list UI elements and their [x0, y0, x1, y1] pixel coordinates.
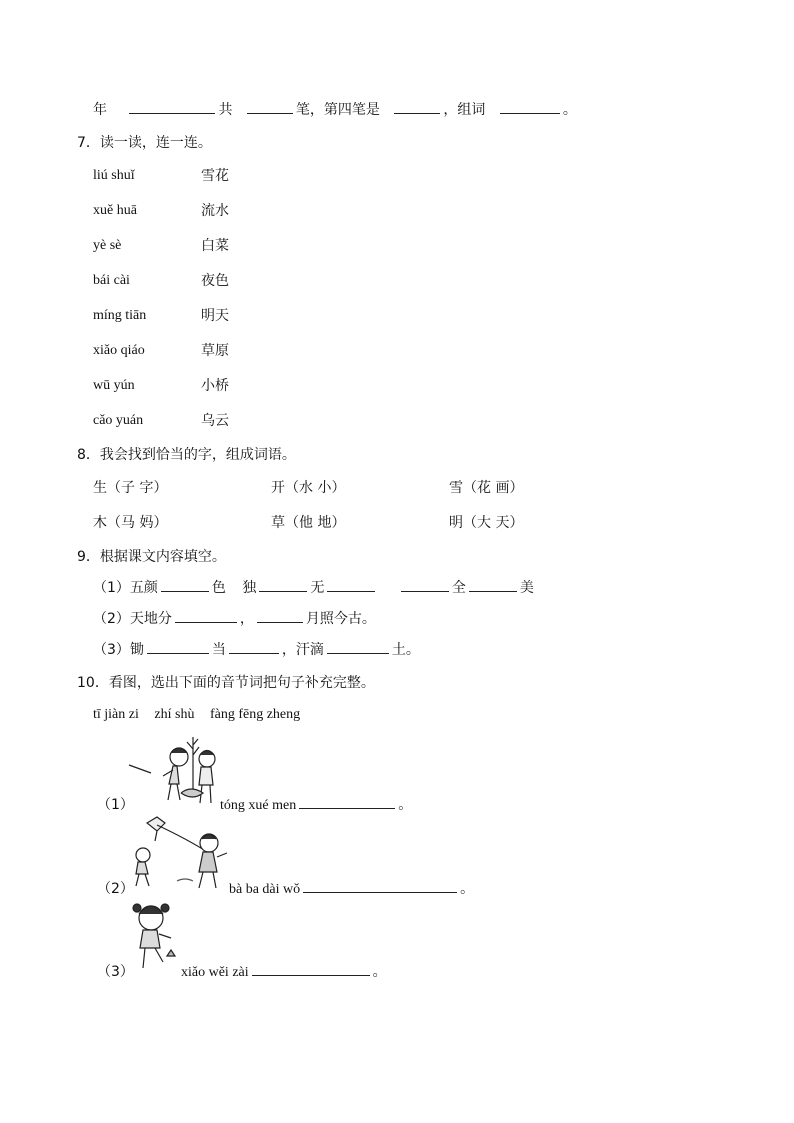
- q9-1-text-a: 色: [211, 580, 226, 596]
- q7-pinyin-2: xuě huā: [93, 203, 137, 218]
- q10-option-2: zhí shù: [154, 707, 195, 722]
- stroke-total-blank[interactable]: [129, 101, 215, 114]
- q7-word-4[interactable]: 夜色: [201, 273, 229, 289]
- q10-1-blank[interactable]: [299, 796, 395, 809]
- q9-1-text-b: 独: [242, 580, 257, 596]
- q7-title: 7．读一读，连一连。: [77, 135, 212, 151]
- q7-word-6[interactable]: 草原: [201, 343, 229, 359]
- q10-3-end: 。: [372, 964, 387, 980]
- q10-item-1-sentence: [220, 796, 412, 815]
- q10-3-label: （3）: [97, 964, 134, 980]
- q10-2-blank[interactable]: [303, 880, 457, 893]
- q10-2-text: bà ba dài wǒ: [229, 882, 301, 897]
- word-blank[interactable]: [500, 101, 560, 114]
- q8-item-6[interactable]: 明（大 天）: [449, 515, 524, 531]
- q8-item-4[interactable]: 木（马 妈）: [93, 515, 168, 531]
- q9-2-blank-b[interactable]: [257, 610, 303, 623]
- q8-item-2[interactable]: 开（水 小）: [271, 480, 346, 496]
- q10-item-2-sentence: [229, 880, 474, 899]
- q10-item-3: [97, 963, 134, 981]
- fourth-stroke-blank[interactable]: [394, 101, 440, 114]
- q9-1-blank-c[interactable]: [327, 579, 375, 592]
- q7-word-5[interactable]: 明天: [201, 308, 229, 324]
- q10-1-label: （1）: [97, 797, 134, 813]
- q9-1-label: （1）五颜: [93, 580, 158, 596]
- q9-3-text-a: 当: [211, 642, 226, 658]
- stroke-question-line: [93, 101, 577, 119]
- q10-3-text: xiǎo wěi zài: [181, 965, 249, 980]
- stroke-char: 年: [93, 102, 107, 118]
- q9-3-blank-b[interactable]: [229, 641, 279, 654]
- q10-option-3: fàng fēng zheng: [209, 707, 301, 722]
- end-mark: 。: [562, 102, 577, 118]
- q7-word-3[interactable]: 白菜: [201, 238, 229, 254]
- q9-1-text-d: 全: [451, 580, 466, 596]
- q9-title: 9．根据课文内容填空。: [77, 549, 226, 565]
- q10-item-1: [97, 796, 134, 814]
- q8-item-5[interactable]: 草（他 地）: [271, 515, 346, 531]
- q9-1-blank-b[interactable]: [259, 579, 307, 592]
- q10-option-1: tī jiàn zi: [93, 707, 139, 722]
- q8-title: 8．我会找到恰当的字，组成词语。: [77, 447, 296, 463]
- total-label: 共: [218, 102, 233, 118]
- q9-3-text-b: ，汗滴: [281, 642, 324, 658]
- word-label: ，组词: [443, 102, 486, 118]
- q10-1-text: tóng xué men: [220, 798, 297, 813]
- kicking-shuttlecock-picture: [129, 896, 177, 976]
- q8-item-3[interactable]: 雪（花 画）: [449, 480, 524, 496]
- q9-2-text-b: 月照今古。: [305, 611, 376, 627]
- q9-line-3: [93, 641, 420, 659]
- q9-line-1: [93, 579, 534, 597]
- q7-pinyin-1: liú shuǐ: [93, 168, 135, 183]
- strokes-label: 笔，第四笔是: [295, 102, 380, 118]
- planting-tree-picture: [127, 735, 221, 807]
- q10-title: 10．看图，选出下面的音节词把句子补充完整。: [77, 675, 375, 691]
- q10-item-3-sentence: [181, 963, 387, 982]
- q9-2-text-a: ，: [239, 611, 254, 627]
- q9-1-blank-d[interactable]: [401, 579, 449, 592]
- q7-word-7[interactable]: 小桥: [201, 378, 229, 394]
- q7-word-2[interactable]: 流水: [201, 203, 229, 219]
- q10-3-blank[interactable]: [252, 963, 370, 976]
- q9-line-2: [93, 610, 376, 628]
- stroke-count-blank[interactable]: [247, 101, 293, 114]
- q9-3-label: （3）锄: [93, 642, 144, 658]
- q7-pinyin-6: xiǎo qiáo: [93, 343, 145, 358]
- q7-pinyin-5: míng tiān: [93, 308, 147, 323]
- q10-2-label: （2）: [97, 881, 134, 897]
- q9-3-blank-a[interactable]: [147, 641, 209, 654]
- q9-2-blank-a[interactable]: [175, 610, 237, 623]
- q9-3-blank-c[interactable]: [327, 641, 389, 654]
- q9-3-text-c: 土。: [391, 642, 420, 658]
- q9-2-label: （2）天地分: [93, 611, 172, 627]
- q10-2-end: 。: [460, 881, 475, 897]
- q9-1-text-e: 美: [519, 580, 534, 596]
- q7-pinyin-8: cǎo yuán: [93, 413, 144, 428]
- flying-kite-picture: [127, 815, 235, 891]
- q10-1-end: 。: [398, 797, 413, 813]
- q7-pinyin-7: wū yún: [93, 378, 135, 393]
- q9-1-blank-a[interactable]: [161, 579, 209, 592]
- q9-1-blank-e[interactable]: [469, 579, 517, 592]
- q9-1-text-c: 无: [310, 580, 325, 596]
- q7-word-1[interactable]: 雪花: [201, 168, 229, 184]
- q7-pinyin-4: bái cài: [93, 273, 130, 288]
- q7-pinyin-3: yè sè: [93, 238, 122, 253]
- q8-item-1[interactable]: 生（子 字）: [93, 480, 168, 496]
- q7-word-8[interactable]: 乌云: [201, 413, 229, 429]
- q10-options: [93, 706, 300, 724]
